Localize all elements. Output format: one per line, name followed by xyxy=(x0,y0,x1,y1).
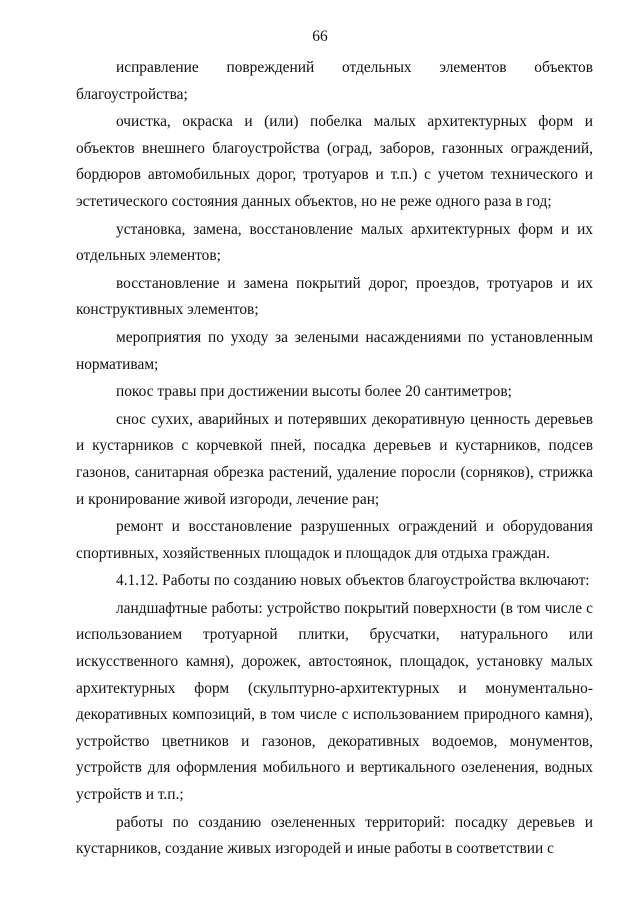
paragraph-fence-repair: ремонт и восстановление разрушенных ограждений и оборудования спортивных, хозяйственных площадок и площадок для отдыха граждан. xyxy=(76,518,593,562)
paragraph-green-care: мероприятия по уходу за зелеными насаждениями по установленным нормативам; xyxy=(76,328,593,373)
paragraph-landscape-works: ландшафтные работы: устройство покрытий поверхности (в том числе с использованием тротуарной плитки, брусчатки, натурального или искусственного камня), дорожек, автостоянок, площадок, установку малых архитектурных форм (скульптурно-архитектурных и монументально-декоративных композиций, в том числе с использованием природного камня), устройство цветников и газонов, декоративных водоемов, монументов, устройств для оформления мобильного и вертикального озеленения, водных устройств и т.п.; xyxy=(76,599,593,804)
paragraph-cleaning-painting: очистка, окраска и (или) побелка малых архитектурных форм и объектов внешнего благоустройства (оград, заборов, газонных ограждений, бордюров автомобильных дорог, тротуаров и т.п.) с учетом технического и эстетического состояния данных объектов, но не реже одного раза в год; xyxy=(76,113,593,210)
document-body xyxy=(76,55,593,864)
paragraph-section-4-1-12: 4.1.12. Работы по созданию новых объектов благоустройства включают: xyxy=(116,572,590,590)
paragraph-green-territories: работы по созданию озелененных территорий: посадку деревьев и кустарников, создание живых изгородей и иные работы в соответствии с xyxy=(76,813,593,858)
paragraph-tree-removal: снос сухих, аварийных и потерявших декоративную ценность деревьев и кустарников с корчевкой пней, посадка деревьев и кустарников, подсев газонов, санитарная обрезка растений, удаление поросли (сорняков), стрижка и кронирование живой изгороди, лечение ран; xyxy=(76,410,593,508)
page-number: 66 xyxy=(312,28,328,45)
paragraph-grass-mowing: покос травы при достижении высоты более 20 сантиметров; xyxy=(116,383,512,401)
paragraph-installation-replacement: установка, замена, восстановление малых архитектурных форм и их отдельных элементов; xyxy=(76,220,593,265)
paragraph-road-surface-restoration: восстановление и замена покрытий дорог, проездов, тротуаров и их конструктивных элементов; xyxy=(76,274,593,319)
paragraph-repair-elements: исправление повреждений отдельных элементов объектов благоустройства; xyxy=(76,59,593,103)
